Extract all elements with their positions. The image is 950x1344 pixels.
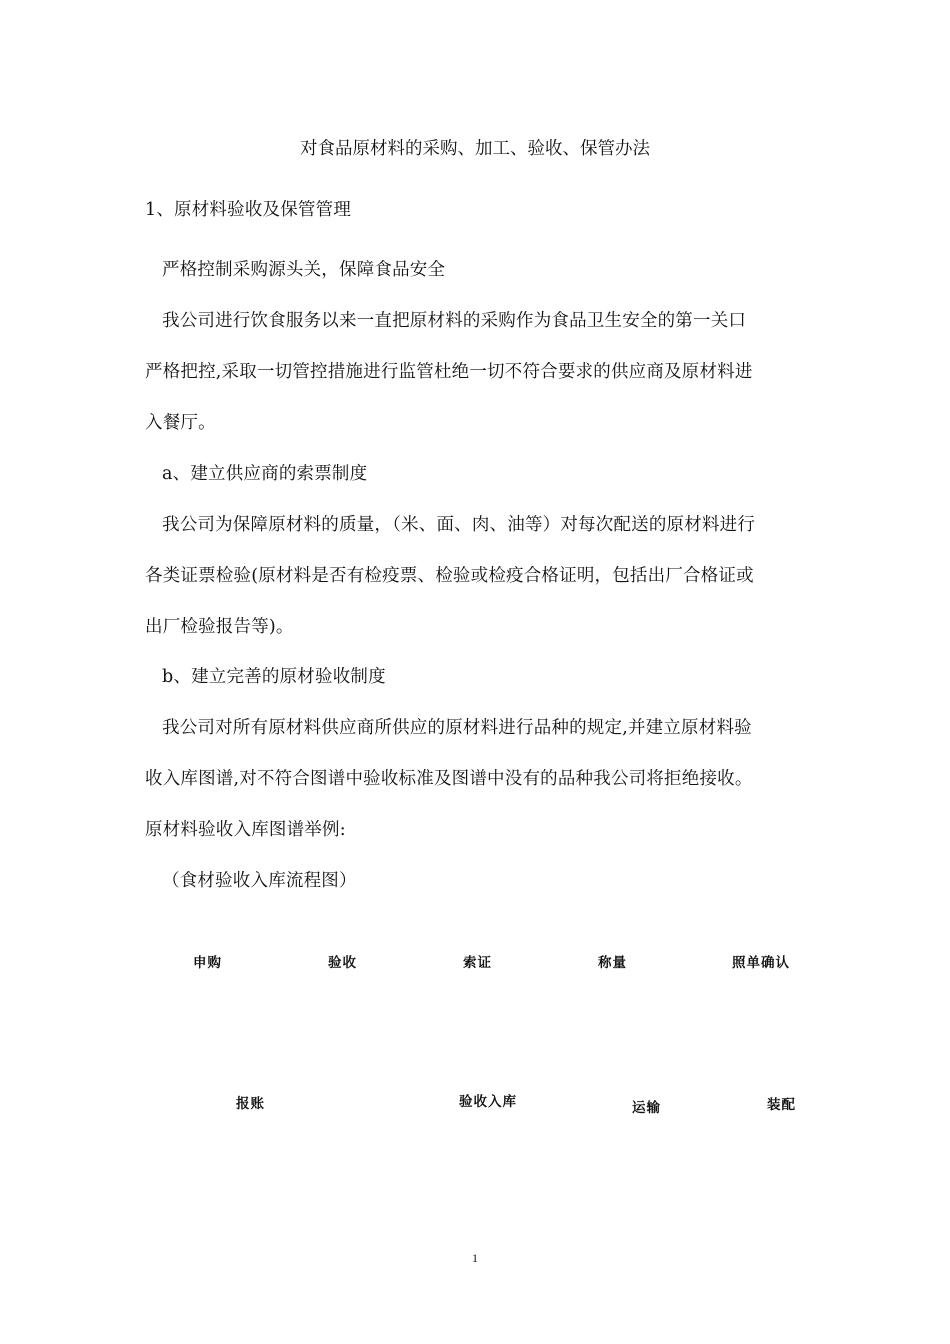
page-number: 1 (472, 1251, 478, 1265)
subheading: 严格控制采购源头关，保障食品安全 (162, 260, 446, 280)
document-title: 对食品原材料的采购、加工、验收、保管办法 (300, 139, 650, 159)
item-b-heading: b、建立完善的原材验收制度 (162, 667, 386, 687)
flow-node-assembly: 装配 (767, 1097, 796, 1113)
flow-node-reimbursement: 报账 (236, 1096, 265, 1112)
flow-node-order-confirmation: 照单确认 (732, 955, 790, 971)
paragraph1-line1: 我公司进行饮食服务以来一直把原材料的采购作为食品卫生安全的第一关口 (162, 311, 747, 331)
flow-node-weighing: 称量 (598, 955, 627, 971)
paragraph2-line1: 我公司为保障原材料的质量，（米、面、肉、油等）对每次配送的原材料进行 (162, 515, 756, 535)
paragraph2-line2: 各类证票检验(原材料是否有检疫票、检验或检疫合格证明，包括出厂合格证或 (145, 566, 754, 586)
item-a-heading: a、建立供应商的索票制度 (162, 464, 368, 484)
paragraph1-line2: 严格把控,采取一切管控措施进行监管杜绝一切不符合要求的供应商及原材料进 (145, 362, 753, 382)
paragraph3-line2: 收入库图谱,对不符合图谱中验收标准及图谱中没有的品种我公司将拒绝接收。 (145, 769, 753, 789)
section-heading: 1、原材料验收及保管管理 (145, 200, 352, 220)
flow-node-inspection: 验收 (328, 955, 357, 971)
paragraph2-line3: 出厂检验报告等)。 (145, 617, 294, 637)
paragraph3-line1: 我公司对所有原材料供应商所供应的原材料进行品种的规定,并建立原材料验 (162, 718, 752, 738)
paragraph1-line3: 入餐厅。 (145, 413, 216, 433)
flow-node-certificate-check: 索证 (463, 955, 492, 971)
example-label: 原材料验收入库图谱举例: (145, 820, 346, 840)
flow-node-warehouse-entry: 验收入库 (459, 1094, 517, 1110)
flow-node-purchase-request: 申购 (193, 955, 222, 971)
flow-node-transport: 运输 (632, 1100, 661, 1116)
flowchart-caption: （食材验收入库流程图） (162, 871, 357, 891)
